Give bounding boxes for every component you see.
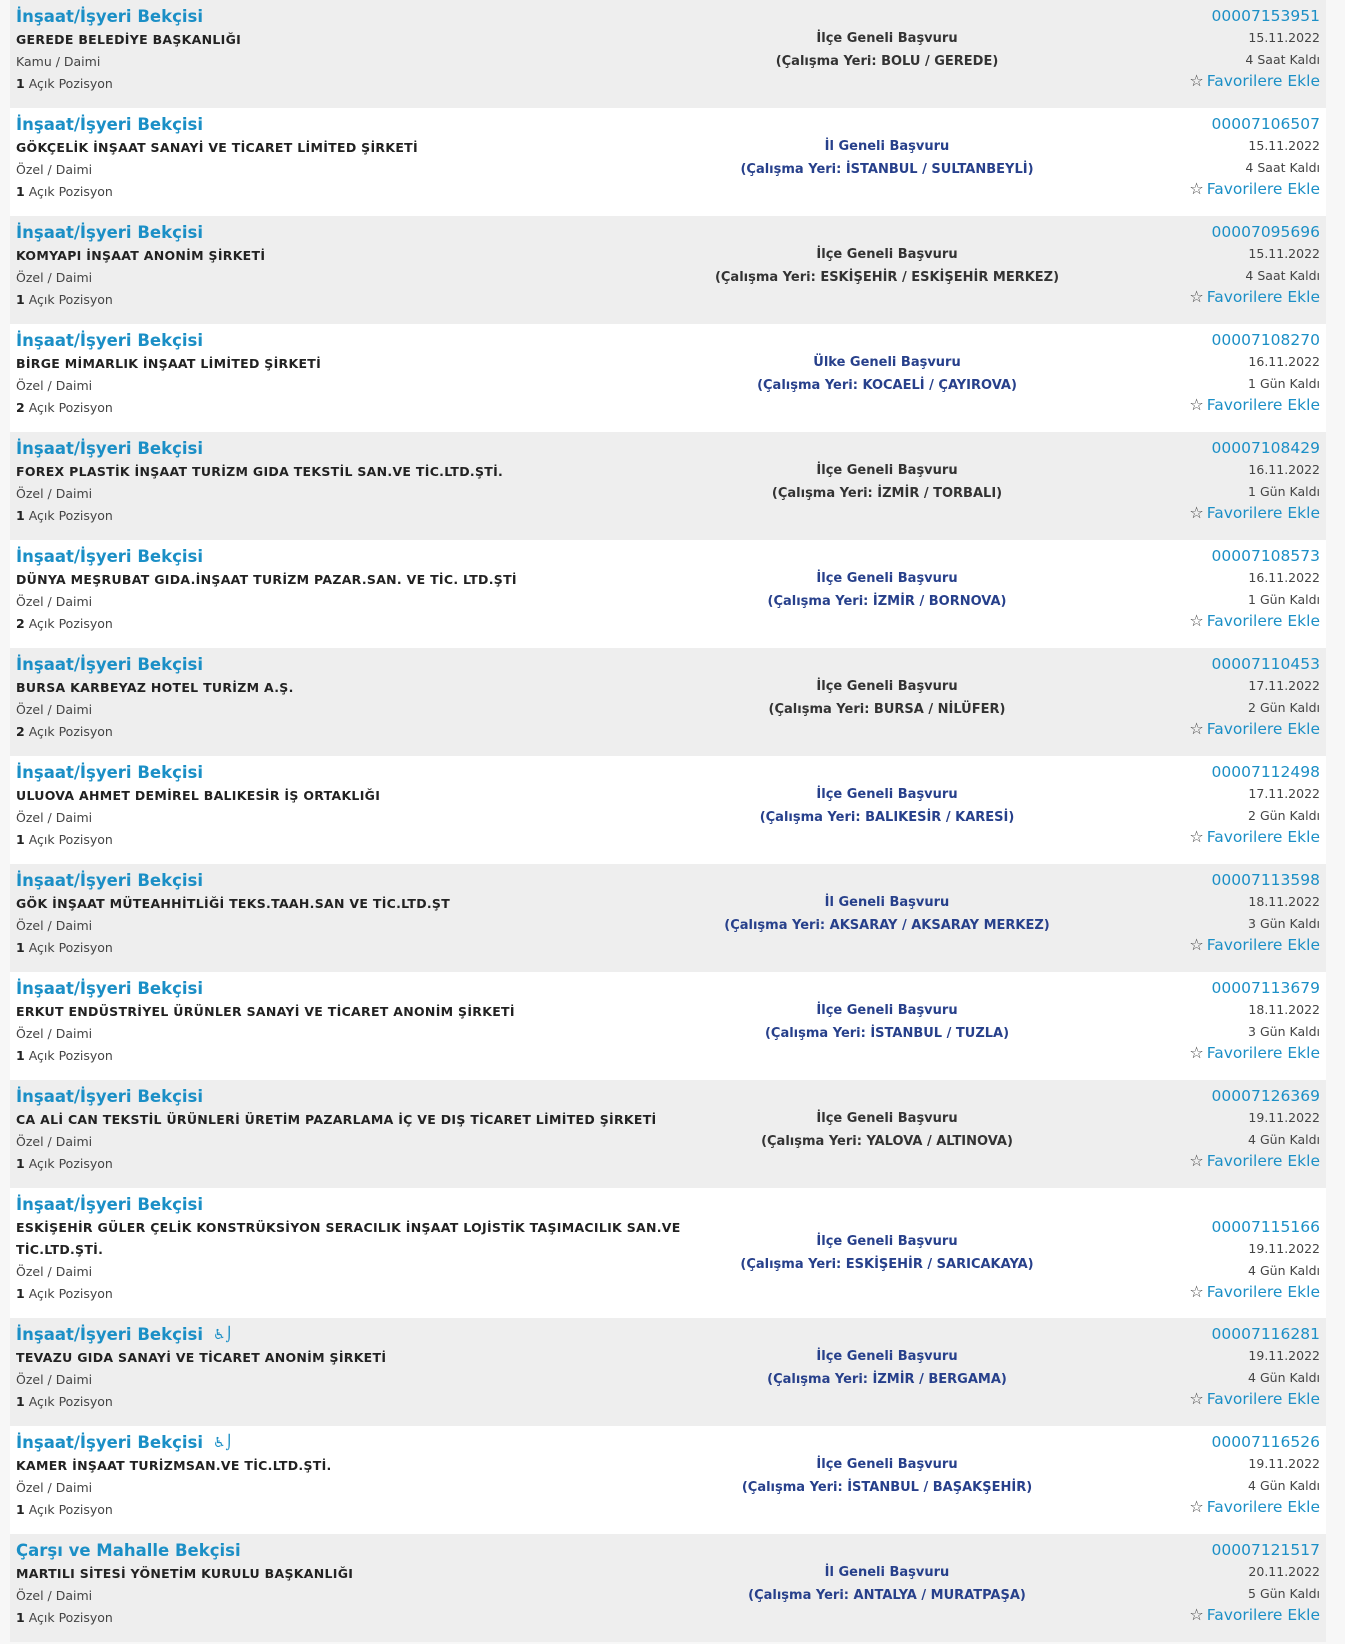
application-scope: [680, 676, 1094, 721]
add-to-favorites-label: Favorilere Ekle: [1206, 1606, 1320, 1624]
open-positions-count: 1: [16, 1286, 25, 1301]
scope-label: İlçe Geneli Başvuru: [816, 1003, 958, 1018]
application-scope: [680, 784, 1094, 829]
open-positions-count: 1: [16, 76, 25, 91]
company-name: ULUOVA AHMET DEMİREL BALIKESİR İŞ ORTAKLIĞI: [16, 788, 381, 803]
open-positions-label: Açık Pozisyon: [28, 1156, 113, 1171]
listing-meta: [1060, 546, 1320, 632]
add-to-favorites-label: Favorilere Ekle: [1206, 936, 1320, 954]
open-positions-label: Açık Pozisyon: [28, 400, 113, 415]
open-positions-count: 1: [16, 832, 25, 847]
listing-number-link[interactable]: 00007121517: [1211, 1541, 1320, 1559]
listing-date: 19.11.2022: [1248, 1241, 1320, 1256]
listing-meta: [1060, 1540, 1320, 1626]
job-listing-row: [10, 324, 1326, 432]
open-positions-count: 1: [16, 184, 25, 199]
employment-type: Özel / Daimi: [16, 918, 93, 933]
time-remaining: 1 Gün Kaldı: [1248, 375, 1320, 391]
star-icon: ☆: [1189, 827, 1204, 846]
employment-type: Kamu / Daimi: [16, 54, 101, 69]
company-name: DÜNYA MEŞRUBAT GIDA.İNŞAAT TURİZM PAZAR.SAN. VE TİC. LTD.ŞTİ: [16, 572, 517, 587]
job-listing-row: [10, 0, 1326, 108]
disabled-access-icon: ♿⌡: [213, 1435, 233, 1451]
company-name: BURSA KARBEYAZ HOTEL TURİZM A.Ş.: [16, 680, 294, 695]
add-to-favorites-label: Favorilere Ekle: [1206, 1044, 1320, 1062]
open-positions-label: Açık Pozisyon: [28, 184, 113, 199]
company-name: MARTILI SİTESİ YÖNETİM KURULU BAŞKANLIĞI: [16, 1566, 354, 1581]
time-remaining: 4 Gün Kaldı: [1248, 1369, 1320, 1385]
job-title-link[interactable]: İnşaat/İşyeri Bekçisi: [16, 1087, 203, 1106]
open-positions: [16, 1607, 686, 1629]
employment-type: Özel / Daimi: [16, 162, 93, 177]
company-name: ESKİŞEHİR GÜLER ÇELİK KONSTRÜKSİYON SERACILIK İNŞAAT LOJİSTİK TAŞIMACILIK SAN.VE TİC.LTD.ŞTİ.: [16, 1220, 681, 1257]
time-remaining: 3 Gün Kaldı: [1248, 915, 1320, 931]
job-listing-row: [10, 1318, 1326, 1426]
application-scope: [680, 136, 1094, 181]
open-positions: [16, 721, 686, 743]
listing-info: [16, 1432, 686, 1521]
add-to-favorites-label: Favorilere Ekle: [1206, 612, 1320, 630]
employment-type: Özel / Daimi: [16, 1134, 93, 1149]
listing-meta: [1060, 1217, 1320, 1303]
open-positions-label: Açık Pozisyon: [28, 292, 113, 307]
listing-info: [16, 1324, 686, 1413]
listing-meta: [1060, 222, 1320, 308]
time-remaining: 4 Saat Kaldı: [1245, 159, 1320, 175]
employment-type: Özel / Daimi: [16, 1026, 93, 1041]
listing-number-link[interactable]: 00007115166: [1211, 1218, 1320, 1236]
employment-type: Özel / Daimi: [16, 810, 93, 825]
scope-label: İl Geneli Başvuru: [824, 139, 950, 154]
company-name: GEREDE BELEDİYE BAŞKANLIĞI: [16, 32, 242, 47]
job-title-link[interactable]: İnşaat/İşyeri Bekçisi: [16, 331, 203, 350]
employment-type: Özel / Daimi: [16, 594, 93, 609]
job-title-link[interactable]: İnşaat/İşyeri Bekçisi: [16, 547, 203, 566]
listing-number-link[interactable]: 00007116281: [1211, 1325, 1320, 1343]
listing-date: 15.11.2022: [1248, 138, 1320, 153]
scope-label: İl Geneli Başvuru: [824, 1565, 950, 1580]
add-to-favorites-button[interactable]: [1189, 610, 1320, 632]
job-listing-row: [10, 432, 1326, 540]
work-location: (Çalışma Yeri: İZMİR / BERGAMA): [767, 1371, 1007, 1387]
add-to-favorites-label: Favorilere Ekle: [1206, 1498, 1320, 1516]
listing-info: [16, 1540, 686, 1629]
open-positions: [16, 181, 686, 203]
company-name: GÖKÇELİK İNŞAAT SANAYİ VE TİCARET LİMİTED ŞİRKETİ: [16, 140, 418, 155]
open-positions-label: Açık Pozisyon: [28, 940, 113, 955]
listing-info: [16, 762, 686, 851]
scope-label: İl Geneli Başvuru: [824, 895, 950, 910]
open-positions-label: Açık Pozisyon: [28, 76, 113, 91]
open-positions-count: 1: [16, 1156, 25, 1171]
job-title-link[interactable]: İnşaat/İşyeri Bekçisi: [16, 223, 203, 242]
application-scope: [680, 1231, 1094, 1276]
job-listing-row: [10, 1188, 1326, 1318]
open-positions-count: 1: [16, 940, 25, 955]
add-to-favorites-button[interactable]: [1189, 1604, 1320, 1626]
employment-type: Özel / Daimi: [16, 702, 93, 717]
time-remaining: 4 Gün Kaldı: [1248, 1477, 1320, 1493]
open-positions: [16, 1391, 686, 1413]
scope-label: İlçe Geneli Başvuru: [816, 247, 958, 262]
open-positions: [16, 1499, 686, 1521]
time-remaining: 2 Gün Kaldı: [1248, 699, 1320, 715]
application-scope: [680, 352, 1094, 397]
listing-info: [16, 330, 686, 419]
application-scope: [680, 892, 1094, 937]
open-positions: [16, 613, 686, 635]
star-icon: ☆: [1189, 1605, 1204, 1624]
employment-type: Özel / Daimi: [16, 1480, 93, 1495]
application-scope: [680, 1454, 1094, 1499]
open-positions-count: 1: [16, 1502, 25, 1517]
job-title-link[interactable]: Çarşı ve Mahalle Bekçisi: [16, 1541, 241, 1560]
add-to-favorites-button[interactable]: [1189, 286, 1320, 308]
listing-meta: [1060, 762, 1320, 848]
company-name: KOMYAPI İNŞAAT ANONİM ŞİRKETİ: [16, 248, 266, 263]
listing-date: 16.11.2022: [1248, 570, 1320, 585]
employment-type: Özel / Daimi: [16, 1588, 93, 1603]
open-positions-label: Açık Pozisyon: [28, 1502, 113, 1517]
listing-info: [16, 222, 686, 311]
open-positions-label: Açık Pozisyon: [28, 832, 113, 847]
listing-number-link[interactable]: 00007110453: [1211, 655, 1320, 673]
scope-label: İlçe Geneli Başvuru: [816, 571, 958, 586]
add-to-favorites-button[interactable]: [1189, 394, 1320, 416]
listing-number-link[interactable]: 00007108270: [1211, 331, 1320, 349]
job-listing-row: [10, 756, 1326, 864]
add-to-favorites-button[interactable]: [1189, 178, 1320, 200]
job-title-link[interactable]: İnşaat/İşyeri Bekçisi: [16, 871, 203, 890]
listing-meta: [1060, 870, 1320, 956]
company-name: ERKUT ENDÜSTRİYEL ÜRÜNLER SANAYİ VE TİCARET ANONİM ŞİRKETİ: [16, 1004, 515, 1019]
work-location: (Çalışma Yeri: İSTANBUL / SULTANBEYLİ): [740, 161, 1034, 177]
add-to-favorites-label: Favorilere Ekle: [1206, 1152, 1320, 1170]
time-remaining: 4 Saat Kaldı: [1245, 267, 1320, 283]
star-icon: ☆: [1189, 1282, 1204, 1301]
work-location: (Çalışma Yeri: AKSARAY / AKSARAY MERKEZ): [724, 917, 1050, 933]
open-positions-count: 1: [16, 292, 25, 307]
listing-info: [16, 654, 686, 743]
scope-label: İlçe Geneli Başvuru: [816, 1111, 958, 1126]
job-listing-row: [10, 108, 1326, 216]
work-location: (Çalışma Yeri: İZMİR / BORNOVA): [767, 593, 1007, 609]
star-icon: ☆: [1189, 71, 1204, 90]
time-remaining: 4 Saat Kaldı: [1245, 51, 1320, 67]
application-scope: [680, 460, 1094, 505]
add-to-favorites-label: Favorilere Ekle: [1206, 504, 1320, 522]
add-to-favorites-button[interactable]: [1189, 1388, 1320, 1410]
job-title-link[interactable]: İnşaat/İşyeri Bekçisi: [16, 979, 203, 998]
listing-info: [16, 546, 686, 635]
listing-info: [16, 1194, 686, 1305]
add-to-favorites-label: Favorilere Ekle: [1206, 396, 1320, 414]
scope-label: İlçe Geneli Başvuru: [816, 679, 958, 694]
listing-info: [16, 114, 686, 203]
time-remaining: 5 Gün Kaldı: [1248, 1585, 1320, 1601]
company-name: BİRGE MİMARLIK İNŞAAT LİMİTED ŞİRKETİ: [16, 356, 322, 371]
add-to-favorites-button[interactable]: [1189, 1150, 1320, 1172]
star-icon: ☆: [1189, 287, 1204, 306]
listing-date: 18.11.2022: [1248, 1002, 1320, 1017]
scope-label: İlçe Geneli Başvuru: [816, 1457, 958, 1472]
open-positions-label: Açık Pozisyon: [28, 1394, 113, 1409]
time-remaining: 4 Gün Kaldı: [1248, 1262, 1320, 1278]
job-title-link[interactable]: İnşaat/İşyeri Bekçisi: [16, 1433, 203, 1452]
star-icon: ☆: [1189, 611, 1204, 630]
job-listing-row: [10, 1426, 1326, 1534]
work-location: (Çalışma Yeri: BALIKESİR / KARESİ): [759, 809, 1015, 825]
listing-meta: [1060, 330, 1320, 416]
job-listing-row: [10, 864, 1326, 972]
open-positions-count: 1: [16, 508, 25, 523]
application-scope: [680, 1346, 1094, 1391]
listing-number-link[interactable]: 00007116526: [1211, 1433, 1320, 1451]
scope-label: İlçe Geneli Başvuru: [816, 31, 958, 46]
listing-info: [16, 1086, 686, 1175]
application-scope: [680, 1000, 1094, 1045]
add-to-favorites-button[interactable]: [1189, 502, 1320, 524]
application-scope: [680, 568, 1094, 613]
work-location: (Çalışma Yeri: İSTANBUL / TUZLA): [764, 1025, 1010, 1041]
work-location: (Çalışma Yeri: ESKİŞEHİR / ESKİŞEHİR MERKEZ): [714, 269, 1060, 285]
listing-date: 20.11.2022: [1248, 1564, 1320, 1579]
job-title-link[interactable]: İnşaat/İşyeri Bekçisi: [16, 1325, 203, 1344]
job-listing-row: [10, 648, 1326, 756]
listing-number-link[interactable]: 00007126369: [1211, 1087, 1320, 1105]
listing-meta: [1060, 1432, 1320, 1518]
employment-type: Özel / Daimi: [16, 270, 93, 285]
listing-date: 17.11.2022: [1248, 678, 1320, 693]
listing-number-link[interactable]: 00007113598: [1211, 871, 1320, 889]
star-icon: ☆: [1189, 935, 1204, 954]
application-scope: [680, 1108, 1094, 1153]
add-to-favorites-button[interactable]: [1189, 70, 1320, 92]
listing-meta: [1060, 114, 1320, 200]
open-positions-label: Açık Pozisyon: [28, 1610, 113, 1625]
work-location: (Çalışma Yeri: ESKİŞEHİR / SARICAKAYA): [740, 1256, 1034, 1272]
listing-date: 19.11.2022: [1248, 1110, 1320, 1125]
star-icon: ☆: [1189, 1497, 1204, 1516]
open-positions: [16, 1283, 686, 1305]
open-positions: [16, 505, 686, 527]
application-scope: [680, 28, 1094, 73]
open-positions: [16, 73, 686, 95]
job-listing-row: [10, 1534, 1326, 1642]
time-remaining: 3 Gün Kaldı: [1248, 1023, 1320, 1039]
add-to-favorites-label: Favorilere Ekle: [1206, 828, 1320, 846]
add-to-favorites-label: Favorilere Ekle: [1206, 720, 1320, 738]
open-positions: [16, 937, 686, 959]
work-location: (Çalışma Yeri: BURSA / NİLÜFER): [768, 701, 1006, 717]
listing-date: 17.11.2022: [1248, 786, 1320, 801]
application-scope: [680, 244, 1094, 289]
company-name: GÖK İNŞAAT MÜTEAHHİTLİĞİ TEKS.TAAH.SAN VE TİC.LTD.ŞT: [16, 896, 451, 911]
application-scope: [680, 1562, 1094, 1607]
add-to-favorites-button[interactable]: [1189, 934, 1320, 956]
scope-label: İlçe Geneli Başvuru: [816, 463, 958, 478]
work-location: (Çalışma Yeri: BOLU / GEREDE): [775, 53, 999, 69]
time-remaining: 4 Gün Kaldı: [1248, 1131, 1320, 1147]
open-positions-label: Açık Pozisyon: [28, 1286, 113, 1301]
listing-info: [16, 438, 686, 527]
listing-number-link[interactable]: 00007113679: [1211, 979, 1320, 997]
add-to-favorites-label: Favorilere Ekle: [1206, 180, 1320, 198]
time-remaining: 1 Gün Kaldı: [1248, 591, 1320, 607]
open-positions-label: Açık Pozisyon: [28, 508, 113, 523]
open-positions: [16, 397, 686, 419]
listing-date: 15.11.2022: [1248, 246, 1320, 261]
company-name: TEVAZU GIDA SANAYİ VE TİCARET ANONİM ŞİRKETİ: [16, 1350, 387, 1365]
listing-number-link[interactable]: 00007106507: [1211, 115, 1320, 133]
work-location: (Çalışma Yeri: ANTALYA / MURATPAŞA): [748, 1587, 1026, 1603]
listing-meta: [1060, 1086, 1320, 1172]
scope-label: İlçe Geneli Başvuru: [816, 1234, 958, 1249]
job-title-link[interactable]: İnşaat/İşyeri Bekçisi: [16, 115, 203, 134]
listing-date: 19.11.2022: [1248, 1348, 1320, 1363]
open-positions: [16, 1045, 686, 1067]
listing-number-link[interactable]: 00007095696: [1211, 223, 1320, 241]
work-location: (Çalışma Yeri: İSTANBUL / BAŞAKŞEHİR): [741, 1479, 1033, 1495]
scope-label: Ülke Geneli Başvuru: [813, 355, 961, 370]
company-name: FOREX PLASTİK İNŞAAT TURİZM GIDA TEKSTİL SAN.VE TİC.LTD.ŞTİ.: [16, 464, 504, 479]
add-to-favorites-button[interactable]: [1189, 1042, 1320, 1064]
open-positions-count: 2: [16, 616, 25, 631]
add-to-favorites-label: Favorilere Ekle: [1206, 1283, 1320, 1301]
star-icon: ☆: [1189, 1043, 1204, 1062]
add-to-favorites-button[interactable]: [1189, 826, 1320, 848]
job-listing-list: [10, 0, 1326, 1642]
work-location: (Çalışma Yeri: KOCAELİ / ÇAYIROVA): [757, 377, 1017, 393]
open-positions-count: 1: [16, 1394, 25, 1409]
open-positions-count: 2: [16, 724, 25, 739]
listing-info: [16, 6, 686, 95]
company-name: CA ALİ CAN TEKSTİL ÜRÜNLERİ ÜRETİM PAZARLAMA İÇ VE DIŞ TİCARET LİMİTED ŞİRKETİ: [16, 1112, 657, 1127]
employment-type: Özel / Daimi: [16, 1264, 93, 1279]
listing-meta: [1060, 1324, 1320, 1410]
job-listing-row: [10, 1080, 1326, 1188]
listing-date: 18.11.2022: [1248, 894, 1320, 909]
listing-number-link[interactable]: 00007108429: [1211, 439, 1320, 457]
open-positions-count: 2: [16, 400, 25, 415]
listing-meta: [1060, 438, 1320, 524]
open-positions: [16, 289, 686, 311]
company-name: KAMER İNŞAAT TURİZMSAN.VE TİC.LTD.ŞTİ.: [16, 1458, 332, 1473]
job-title-link[interactable]: İnşaat/İşyeri Bekçisi: [16, 763, 203, 782]
open-positions: [16, 829, 686, 851]
add-to-favorites-label: Favorilere Ekle: [1206, 288, 1320, 306]
listing-meta: [1060, 6, 1320, 92]
employment-type: Özel / Daimi: [16, 1372, 93, 1387]
employment-type: Özel / Daimi: [16, 378, 93, 393]
add-to-favorites-label: Favorilere Ekle: [1206, 1390, 1320, 1408]
open-positions: [16, 1153, 686, 1175]
open-positions-count: 1: [16, 1610, 25, 1625]
listing-number-link[interactable]: 00007112498: [1211, 763, 1320, 781]
job-title-link[interactable]: İnşaat/İşyeri Bekçisi: [16, 7, 203, 26]
open-positions-label: Açık Pozisyon: [28, 616, 113, 631]
star-icon: ☆: [1189, 179, 1204, 198]
time-remaining: 2 Gün Kaldı: [1248, 807, 1320, 823]
listing-info: [16, 870, 686, 959]
employment-type: Özel / Daimi: [16, 486, 93, 501]
listing-date: 19.11.2022: [1248, 1456, 1320, 1471]
job-title-link[interactable]: İnşaat/İşyeri Bekçisi: [16, 1195, 203, 1214]
listing-date: 16.11.2022: [1248, 354, 1320, 369]
scope-label: İlçe Geneli Başvuru: [816, 787, 958, 802]
job-listing-row: [10, 972, 1326, 1080]
add-to-favorites-label: Favorilere Ekle: [1206, 72, 1320, 90]
listing-number-link[interactable]: 00007153951: [1211, 7, 1320, 25]
job-title-link[interactable]: İnşaat/İşyeri Bekçisi: [16, 439, 203, 458]
listing-meta: [1060, 654, 1320, 740]
star-icon: ☆: [1189, 503, 1204, 522]
add-to-favorites-button[interactable]: [1189, 1496, 1320, 1518]
star-icon: ☆: [1189, 719, 1204, 738]
listing-date: 15.11.2022: [1248, 30, 1320, 45]
listing-number-link[interactable]: 00007108573: [1211, 547, 1320, 565]
job-title-link[interactable]: İnşaat/İşyeri Bekçisi: [16, 655, 203, 674]
add-to-favorites-button[interactable]: [1189, 1281, 1320, 1303]
star-icon: ☆: [1189, 1151, 1204, 1170]
open-positions-label: Açık Pozisyon: [28, 1048, 113, 1063]
disabled-access-icon: ♿⌡: [213, 1327, 233, 1343]
star-icon: ☆: [1189, 1389, 1204, 1408]
work-location: (Çalışma Yeri: YALOVA / ALTINOVA): [761, 1133, 1013, 1149]
scope-label: İlçe Geneli Başvuru: [816, 1349, 958, 1364]
work-location: (Çalışma Yeri: İZMİR / TORBALI): [771, 485, 1003, 501]
listing-date: 16.11.2022: [1248, 462, 1320, 477]
job-listing-row: [10, 216, 1326, 324]
open-positions-count: 1: [16, 1048, 25, 1063]
open-positions-label: Açık Pozisyon: [28, 724, 113, 739]
listing-meta: [1060, 978, 1320, 1064]
star-icon: ☆: [1189, 395, 1204, 414]
listing-info: [16, 978, 686, 1067]
add-to-favorites-button[interactable]: [1189, 718, 1320, 740]
time-remaining: 1 Gün Kaldı: [1248, 483, 1320, 499]
job-listing-row: [10, 540, 1326, 648]
